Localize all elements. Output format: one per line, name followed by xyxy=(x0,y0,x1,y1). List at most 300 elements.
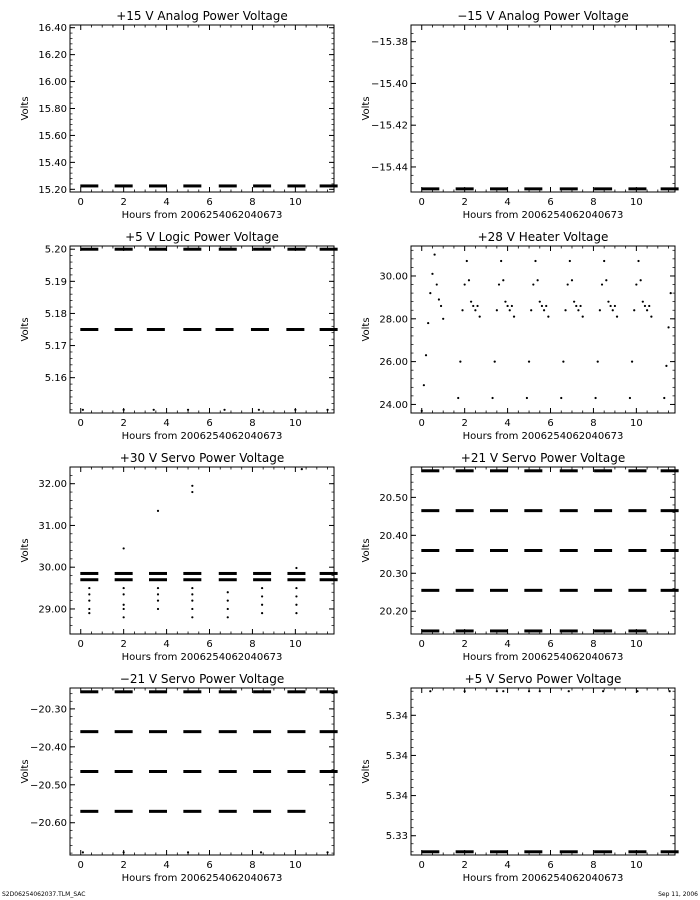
chart4-data-point xyxy=(427,322,429,324)
chart3-data-dash xyxy=(219,248,237,251)
chart4-x-tick-label: 10 xyxy=(629,418,643,429)
chart6-y-tick-label: 20.30 xyxy=(379,568,408,580)
chart4-data-point xyxy=(504,301,506,303)
chart5-data-dash xyxy=(287,578,305,581)
chart4-data-point xyxy=(646,309,648,311)
chart5-y-tick-label: 30.00 xyxy=(38,562,67,574)
chart4-data-point xyxy=(616,316,618,318)
chart4-y-tick-label: 24.00 xyxy=(379,399,408,411)
chart8-data-point xyxy=(602,690,604,692)
chart4-data-point xyxy=(530,309,532,311)
chart7-data-point xyxy=(260,851,262,853)
chart4-data-point xyxy=(468,279,470,281)
chart5-data-point xyxy=(261,604,263,606)
chart4-data-point xyxy=(642,301,644,303)
chart6-data-dash xyxy=(560,589,578,592)
chart5-data-point xyxy=(191,616,193,618)
chart8-y-tick-label: 5.33 xyxy=(385,831,408,843)
chart4-data-point xyxy=(423,384,425,386)
chart6-data-dash xyxy=(594,629,612,632)
chart6-data-dash xyxy=(661,549,679,552)
chart3-x-axis-label: Hours from 2006254062040673 xyxy=(121,431,283,442)
chart4-data-point xyxy=(567,283,569,285)
chart4-data-point xyxy=(575,305,577,307)
chart8-x-tick-label: 4 xyxy=(504,860,511,871)
chart5-data-point xyxy=(227,608,229,610)
chart2-x-tick-label: 0 xyxy=(418,197,425,208)
chart6-data-dash xyxy=(524,629,542,632)
chart4-data-point xyxy=(534,260,536,262)
chart1-data-dash xyxy=(149,184,167,187)
chart4-data-point xyxy=(545,305,547,307)
chart7-data-dash xyxy=(183,810,201,813)
chart7-data-dash xyxy=(287,770,305,773)
chart4-data-point xyxy=(509,309,511,311)
chart3-panel xyxy=(20,230,338,442)
chart2-data-dash xyxy=(594,187,612,190)
chart5-data-point xyxy=(88,587,90,589)
chart6-data-dash xyxy=(594,589,612,592)
chart3-y-tick-label: 5.18 xyxy=(44,308,67,320)
chart4-data-point xyxy=(579,305,581,307)
chart5-data-point xyxy=(123,593,125,595)
chart5-data-point xyxy=(88,593,90,595)
chart7-series-1 xyxy=(80,690,337,693)
chart5-data-point xyxy=(157,510,159,512)
chart4-data-point xyxy=(569,260,571,262)
chart4-data-point xyxy=(547,316,549,318)
chart6-data-dash xyxy=(594,509,612,512)
chart6-series-2 xyxy=(421,509,678,512)
chart5-x-tick-label: 2 xyxy=(120,639,127,650)
chart5-data-dash xyxy=(219,578,237,581)
chart4-y-axis-label: Volts xyxy=(361,317,372,342)
chart5-data-dash xyxy=(287,572,305,575)
chart8-data-dash xyxy=(524,850,542,853)
chart7-data-point xyxy=(82,851,84,853)
chart4-data-point xyxy=(629,397,631,399)
chart4-data-point xyxy=(644,305,646,307)
chart5-data-point xyxy=(88,600,90,602)
chart7-data-dash xyxy=(253,730,271,733)
chart4-data-point xyxy=(648,305,650,307)
chart2-y-tick-label: −15.42 xyxy=(370,120,408,132)
chart6-x-tick-label: 8 xyxy=(590,639,597,650)
chart4-data-point xyxy=(436,283,438,285)
chart5-y-axis-label: Volts xyxy=(20,538,31,563)
chart4-data-point xyxy=(434,253,436,255)
chart5-data-point xyxy=(88,612,90,614)
chart7-y-tick-label: −20.30 xyxy=(29,704,67,716)
chart3-x-tick-label: 6 xyxy=(206,418,213,429)
chart1-x-tick-label: 2 xyxy=(120,197,127,208)
chart1-data-dash xyxy=(320,184,338,187)
chart1-series-1 xyxy=(80,184,337,187)
chart5-data-point xyxy=(295,587,297,589)
chart4-data-point xyxy=(470,301,472,303)
chart8-data-dash xyxy=(490,850,508,853)
chart5-data-dash xyxy=(115,578,133,581)
chart1-y-tick-label: 15.40 xyxy=(38,157,67,169)
chart4-x-tick-label: 2 xyxy=(461,418,468,429)
chart3-y-axis-label: Volts xyxy=(20,317,31,342)
chart6-title: +21 V Servo Power Voltage xyxy=(460,451,626,465)
chart3-data-dash xyxy=(286,328,304,331)
chart5-data-point xyxy=(157,587,159,589)
chart5-data-point xyxy=(123,604,125,606)
chart6-data-dash xyxy=(421,469,439,472)
chart4-x-tick-label: 0 xyxy=(418,418,425,429)
chart4-x-axis-label: Hours from 2006254062040673 xyxy=(462,431,624,442)
chart4-data-point xyxy=(665,365,667,367)
chart1-panel xyxy=(20,9,338,221)
chart6-series-5 xyxy=(421,629,646,632)
chart4-data-point xyxy=(500,260,502,262)
chart7-series-5 xyxy=(82,851,329,853)
chart1-x-tick-label: 4 xyxy=(163,197,170,208)
chart8-frame xyxy=(411,688,675,855)
chart6-data-dash xyxy=(560,469,578,472)
chart5-y-tick-label: 31.00 xyxy=(38,520,67,532)
chart8-data-point xyxy=(636,690,638,692)
chart7-data-dash xyxy=(115,810,133,813)
chart1-x-tick-label: 10 xyxy=(288,197,302,208)
chart4-data-point xyxy=(513,316,515,318)
chart4-data-point xyxy=(635,283,637,285)
chart7-data-dash xyxy=(183,690,201,693)
chart8-data-point xyxy=(568,690,570,692)
chart8-y-tick-label: 5.34 xyxy=(385,791,408,803)
chart4-data-point xyxy=(494,361,496,363)
chart5-data-point xyxy=(261,612,263,614)
chart6-data-dash xyxy=(661,509,679,512)
chart1-y-tick-label: 16.40 xyxy=(38,23,67,35)
chart6-data-dash xyxy=(560,549,578,552)
chart8-y-axis-label: Volts xyxy=(361,759,372,784)
chart7-series-2 xyxy=(80,730,337,733)
chart8-x-tick-label: 10 xyxy=(629,860,643,871)
chart7-x-tick-label: 4 xyxy=(163,860,170,871)
chart8-data-dash xyxy=(456,850,474,853)
chart7-data-dash xyxy=(219,690,237,693)
chart5-data-point xyxy=(123,587,125,589)
chart8-data-dash xyxy=(628,850,646,853)
chart8-data-dash xyxy=(421,850,439,853)
chart4-data-point xyxy=(663,397,665,399)
chart5-data-point xyxy=(295,567,297,569)
chart5-x-tick-label: 6 xyxy=(206,639,213,650)
chart7-data-dash xyxy=(320,770,338,773)
chart4-data-point xyxy=(597,361,599,363)
chart5-data-point xyxy=(157,608,159,610)
chart4-data-point xyxy=(474,309,476,311)
chart2-data-dash xyxy=(456,187,474,190)
chart8-x-tick-label: 6 xyxy=(547,860,554,871)
chart5-data-dash xyxy=(320,578,338,581)
chart6-panel xyxy=(361,451,679,663)
chart4-data-point xyxy=(457,397,459,399)
chart2-x-tick-label: 4 xyxy=(504,197,511,208)
chart7-data-dash xyxy=(149,690,167,693)
chart4-data-point xyxy=(637,260,639,262)
chart7-data-dash xyxy=(219,770,237,773)
chart4-data-point xyxy=(601,283,603,285)
chart8-data-point xyxy=(496,690,498,692)
chart5-data-dash xyxy=(320,572,338,575)
chart5-data-point xyxy=(191,587,193,589)
chart4-data-point xyxy=(496,309,498,311)
chart3-data-dash xyxy=(149,248,167,251)
chart1-data-dash xyxy=(115,184,133,187)
chart2-x-axis-label: Hours from 2006254062040673 xyxy=(462,210,624,221)
chart4-data-point xyxy=(472,305,474,307)
chart5-data-point xyxy=(295,604,297,606)
chart7-data-dash xyxy=(115,730,133,733)
chart4-data-point xyxy=(429,292,431,294)
chart6-data-dash xyxy=(628,629,646,632)
chart4-data-point xyxy=(526,397,528,399)
chart6-data-dash xyxy=(421,629,439,632)
chart4-data-point xyxy=(459,361,461,363)
chart4-data-point xyxy=(466,260,468,262)
chart8-data-point xyxy=(669,690,671,692)
chart6-data-dash xyxy=(628,589,646,592)
chart1-y-tick-label: 15.60 xyxy=(38,130,67,142)
chart2-panel xyxy=(361,9,679,221)
chart3-data-dash xyxy=(115,328,133,331)
chart6-data-dash xyxy=(628,469,646,472)
chart4-y-tick-label: 26.00 xyxy=(379,357,408,369)
chart6-data-dash xyxy=(490,589,508,592)
chart5-data-point xyxy=(261,595,263,597)
chart7-x-tick-label: 10 xyxy=(288,860,302,871)
chart7-x-tick-label: 0 xyxy=(77,860,84,871)
chart5-data-point xyxy=(88,608,90,610)
chart7-data-dash xyxy=(253,770,271,773)
chart4-data-point xyxy=(476,305,478,307)
chart7-x-tick-label: 6 xyxy=(206,860,213,871)
chart8-x-tick-label: 0 xyxy=(418,860,425,871)
chart6-x-tick-label: 0 xyxy=(418,639,425,650)
chart6-y-tick-label: 20.40 xyxy=(379,530,408,542)
chart3-data-point xyxy=(82,409,84,411)
chart5-data-point xyxy=(227,600,229,602)
chart6-data-dash xyxy=(661,469,679,472)
chart4-data-point xyxy=(640,279,642,281)
chart4-data-point xyxy=(506,305,508,307)
chart5-data-dash xyxy=(183,578,201,581)
chart3-series-3 xyxy=(82,409,329,411)
chart3-data-dash xyxy=(115,248,133,251)
chart8-x-tick-label: 8 xyxy=(590,860,597,871)
chart4-data-point xyxy=(537,279,539,281)
chart6-data-dash xyxy=(628,509,646,512)
chart6-data-dash xyxy=(524,549,542,552)
chart2-y-tick-label: −15.44 xyxy=(370,162,408,174)
chart4-data-point xyxy=(528,361,530,363)
chart8-data-point xyxy=(539,690,541,692)
chart7-data-dash xyxy=(287,730,305,733)
chart6-x-axis-label: Hours from 2006254062040673 xyxy=(462,652,624,663)
chart1-data-dash xyxy=(80,184,98,187)
chart4-data-point xyxy=(543,309,545,311)
chart3-data-dash xyxy=(80,328,98,331)
chart5-x-tick-label: 4 xyxy=(163,639,170,650)
chart5-data-point xyxy=(191,485,193,487)
chart4-x-tick-label: 8 xyxy=(590,418,597,429)
chart5-title: +30 V Servo Power Voltage xyxy=(119,451,285,465)
chart3-data-dash xyxy=(320,248,338,251)
chart4-data-point xyxy=(612,309,614,311)
chart5-series-1 xyxy=(80,572,337,575)
chart8-data-point xyxy=(502,690,504,692)
chart7-data-dash xyxy=(80,770,98,773)
chart4-data-point xyxy=(633,309,635,311)
chart6-data-dash xyxy=(628,549,646,552)
chart1-frame xyxy=(70,25,334,192)
footer-file-label: S2D06254062037.TLM_SAC xyxy=(2,891,86,898)
chart6-data-dash xyxy=(456,469,474,472)
chart6-data-dash xyxy=(524,589,542,592)
chart2-title: −15 V Analog Power Voltage xyxy=(457,9,629,23)
chart7-data-dash xyxy=(183,770,201,773)
chart7-data-point xyxy=(187,851,189,853)
chart5-x-tick-label: 8 xyxy=(249,639,256,650)
chart5-data-point xyxy=(157,593,159,595)
chart4-data-point xyxy=(464,283,466,285)
chart3-data-point xyxy=(123,409,125,411)
chart5-x-axis-label: Hours from 2006254062040673 xyxy=(121,652,283,663)
chart4-y-tick-label: 28.00 xyxy=(379,314,408,326)
chart4-data-point xyxy=(511,305,513,307)
chart5-series-3 xyxy=(88,468,303,618)
chart1-data-dash xyxy=(183,184,201,187)
chart6-data-dash xyxy=(421,589,439,592)
chart4-data-point xyxy=(614,305,616,307)
footer-date-label: Sep 11, 2006 xyxy=(658,891,698,898)
chart7-data-dash xyxy=(183,730,201,733)
chart4-data-point xyxy=(541,305,543,307)
chart3-data-dash xyxy=(251,328,269,331)
chart6-y-tick-label: 20.20 xyxy=(379,606,408,618)
chart7-data-dash xyxy=(115,770,133,773)
chart3-series-1 xyxy=(80,248,337,251)
chart4-frame xyxy=(411,246,675,413)
chart7-data-dash xyxy=(219,810,237,813)
chart4-data-point xyxy=(667,326,669,328)
chart6-x-tick-label: 4 xyxy=(504,639,511,650)
chart8-data-point xyxy=(528,690,530,692)
chart3-series-2 xyxy=(80,328,337,331)
chart8-x-axis-label: Hours from 2006254062040673 xyxy=(462,873,624,884)
chart5-data-dash xyxy=(115,572,133,575)
chart7-data-point xyxy=(326,851,328,853)
chart7-y-tick-label: −20.60 xyxy=(29,818,67,830)
chart4-data-point xyxy=(461,309,463,311)
chart8-data-dash xyxy=(594,850,612,853)
chart4-data-point xyxy=(607,301,609,303)
chart6-data-dash xyxy=(456,549,474,552)
chart7-x-axis-label: Hours from 2006254062040673 xyxy=(121,873,283,884)
chart2-x-tick-label: 6 xyxy=(547,197,554,208)
chart4-data-point xyxy=(532,283,534,285)
chart1-y-tick-label: 15.80 xyxy=(38,104,67,115)
chart6-data-dash xyxy=(490,629,508,632)
chart6-y-axis-label: Volts xyxy=(361,538,372,563)
chart3-data-dash xyxy=(216,328,234,331)
chart2-data-dash xyxy=(524,187,542,190)
chart6-data-dash xyxy=(490,509,508,512)
chart1-y-tick-label: 16.00 xyxy=(38,77,67,89)
chart4-data-point xyxy=(442,318,444,320)
chart7-series-3 xyxy=(80,770,337,773)
chart7-data-dash xyxy=(219,730,237,733)
chart7-y-tick-label: −20.40 xyxy=(29,742,67,754)
chart8-y-tick-label: 5.34 xyxy=(385,750,408,762)
chart7-data-dash xyxy=(149,730,167,733)
chart3-data-dash xyxy=(253,248,271,251)
chart7-data-point xyxy=(123,851,125,853)
chart3-x-tick-label: 0 xyxy=(77,418,84,429)
chart1-y-tick-label: 16.20 xyxy=(38,50,67,62)
chart3-y-tick-label: 5.16 xyxy=(44,373,67,385)
chart4-data-point xyxy=(425,354,427,356)
chart4-data-point xyxy=(594,397,596,399)
chart7-panel xyxy=(20,672,338,884)
chart4-data-point xyxy=(438,298,440,300)
chart5-data-point xyxy=(191,600,193,602)
chart8-x-tick-label: 2 xyxy=(461,860,468,871)
chart5-data-point xyxy=(295,612,297,614)
chart4-y-tick-label: 30.00 xyxy=(379,271,408,283)
chart2-y-axis-label: Volts xyxy=(361,96,372,121)
chart7-data-dash xyxy=(320,690,338,693)
chart5-data-point xyxy=(261,587,263,589)
chart6-data-dash xyxy=(421,509,439,512)
chart6-data-dash xyxy=(456,509,474,512)
chart4-data-point xyxy=(421,410,423,412)
chart3-data-point xyxy=(187,409,189,411)
chart2-data-dash xyxy=(421,187,439,190)
chart4-data-point xyxy=(491,397,493,399)
chart6-series-4 xyxy=(421,589,678,592)
chart5-data-point xyxy=(295,595,297,597)
chart6-x-tick-label: 6 xyxy=(547,639,554,650)
chart5-data-point xyxy=(301,468,303,470)
chart5-data-point xyxy=(123,616,125,618)
chart3-data-dash xyxy=(80,248,98,251)
chart7-title: −21 V Servo Power Voltage xyxy=(119,672,285,686)
chart5-data-dash xyxy=(183,572,201,575)
chart5-x-tick-label: 10 xyxy=(288,639,302,650)
chart3-data-point xyxy=(153,409,155,411)
chart5-data-point xyxy=(191,593,193,595)
chart4-x-tick-label: 6 xyxy=(547,418,554,429)
chart8-data-dash xyxy=(661,850,679,853)
chart3-x-tick-label: 2 xyxy=(120,418,127,429)
chart2-series-1 xyxy=(421,187,678,190)
chart6-x-tick-label: 10 xyxy=(629,639,643,650)
chart6-data-dash xyxy=(560,629,578,632)
chart1-data-dash xyxy=(287,184,305,187)
chart1-x-axis-label: Hours from 2006254062040673 xyxy=(121,210,283,221)
chart3-data-point xyxy=(258,409,260,411)
chart5-data-point xyxy=(157,600,159,602)
chart6-y-tick-label: 20.50 xyxy=(379,492,408,504)
chart7-data-dash xyxy=(80,730,98,733)
chart2-x-tick-label: 8 xyxy=(590,197,597,208)
chart4-data-point xyxy=(539,301,541,303)
